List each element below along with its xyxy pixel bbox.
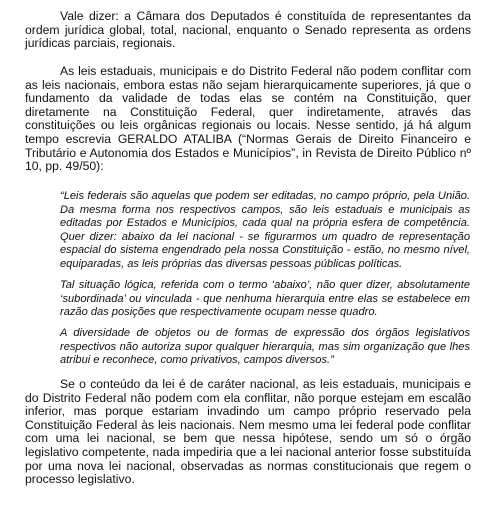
block-quote-paragraph: “Leis federais são aquelas que podem ser editadas, no campo próprio, pela União. Da mesma forma nos respectivos campos, são leis estaduais e municipais as editadas por Estados e Municípios, cada qual na própria esfera de competência. Quer dizer: abaixo da lei nacional - se figurarmos um quadro de representação espacial do sistema engendrado pela nossa Constituição - estão, no mesmo nível, equiparadas, as leis próprias das diversas pessoas públicas políticas. [60,190,470,270]
body-paragraph: As leis estaduais, municipais e do Distrito Federal não podem conflitar com as leis nacionais, embora estas não sejam hierarquicamente superiores, já que o fundamento da validade de todas elas se contém na Constituição, quer diretamente na Constituição Federal, quer indiretamente, através das constituições ou leis orgânicas regionais ou locais. Nesse sentido, já há algum tempo escrevia GERALDO ATALIBA (“Normas Gerais de Direito Financeiro e Tributário e Autonomia dos Estados e Municípios”, in Revista de Direito Público nº 10, pp. 49/50): [25,64,471,174]
body-paragraph: Se o conteúdo da lei é de caráter nacional, as leis estaduais, municipais e do Distrito Federal não podem com ela conflitar, não porque estejam em escalão inferior, mas porque estariam invadindo um campo próprio reservado pela Constituição Federal às leis nacionais. Nem mesmo uma lei federal pode conflitar com uma lei nacional, se bem que nessa hipótese, sendo um só o órgão legislativo competente, nada impediria que a lei nacional anterior fosse substituída por uma nova lei nacional, observadas as normas constitucionais que regem o processo legislativo. [25,377,471,487]
body-paragraph: Vale dizer: a Câmara dos Deputados é constituída de representantes da ordem jurídica global, total, nacional, enquanto o Senado representa as ordens jurídicas parciais, regionais. [25,9,471,51]
block-quote-paragraph: Tal situação lógica, referida com o termo ‘abaixo’, não quer dizer, absolutamente ‘subordinada’ ou vinculada - que nenhuma hierarquia entre elas se estabelece em razão das posições que respectivamente ocupam nesse quadro. [60,279,470,319]
block-quote-paragraph: A diversidade de objetos ou de formas de expressão dos órgãos legislativos respectivos não autoriza supor qualquer hierarquia, mas sim organização que lhes atribui e reconhece, como privativos, campos diversos.” [60,327,470,367]
